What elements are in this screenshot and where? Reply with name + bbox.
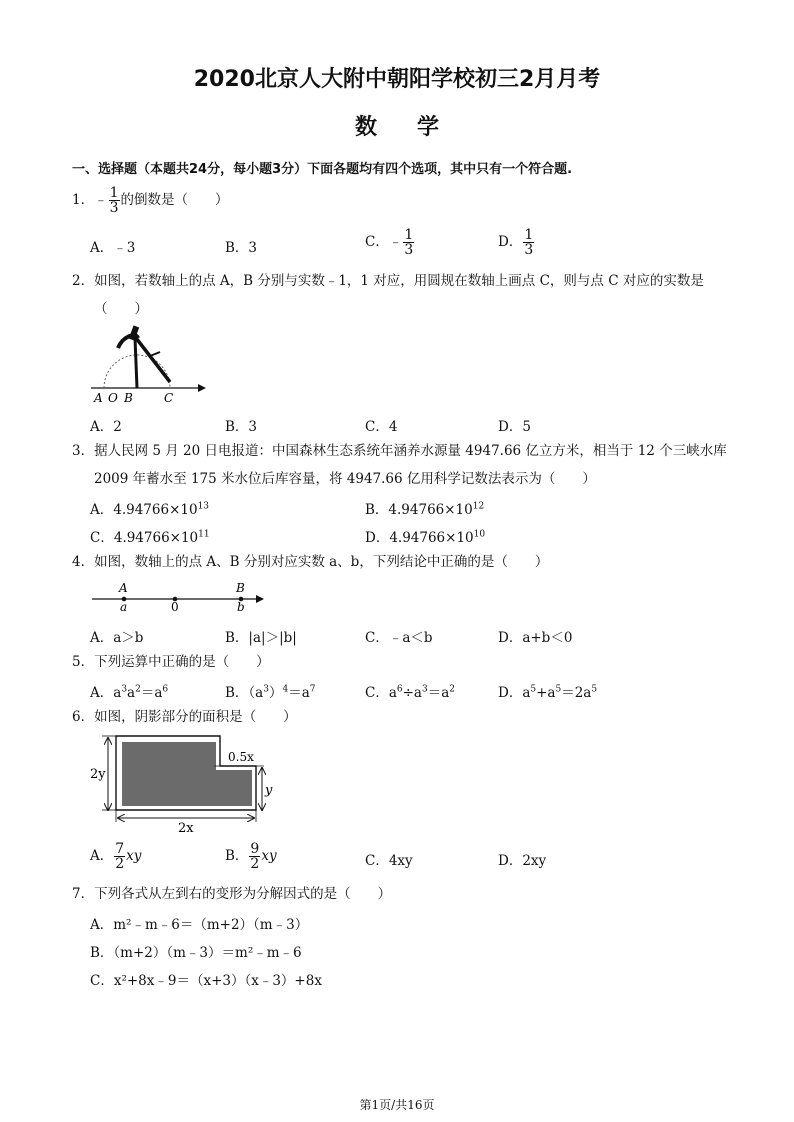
q2-label-a: A xyxy=(94,391,103,404)
q2-label-b: B xyxy=(124,391,133,404)
q3-option-d[interactable] xyxy=(365,526,485,546)
q1-option-c-prefix: C．﹣ xyxy=(365,234,403,250)
q4-label-b-point: B xyxy=(236,581,245,595)
q2-stem-line1: 2．如图，若数轴上的点 A，B 分别与实数﹣1，1 对应，用圆规在数轴上画点 C，则与点 C 对应的实数是 xyxy=(72,273,704,289)
q7-option-c[interactable]: C．x²+8x﹣9＝（x+3）（x﹣3）+8x xyxy=(90,973,322,989)
q1-fraction xyxy=(109,186,120,215)
q2-option-d[interactable]: D．5 xyxy=(498,419,531,435)
q6-label-half-x: 0.5x xyxy=(228,750,254,764)
q6-option-c[interactable]: C．4xy xyxy=(365,853,413,869)
q1-option-d-prefix: D． xyxy=(498,234,523,250)
q5-b-exp1: 3 xyxy=(263,684,269,695)
q1-numerator: 1 xyxy=(109,185,119,201)
q1-option-c-denominator: 3 xyxy=(404,242,414,258)
q6-label-2y: 2y xyxy=(90,767,106,782)
q5-a-part3: ＝a xyxy=(140,685,163,701)
q4-option-a[interactable]: A．a＞b xyxy=(90,630,144,646)
q5-d-part1: D．a xyxy=(498,685,531,701)
q3-option-b-exponent: 12 xyxy=(472,501,485,512)
q3-stem-line1: 3．据人民网 5 月 20 日电报道：中国森林生态系统年涵养水源量 4947.66 亿立方米，相当于 12 个三峡水库 xyxy=(72,443,727,459)
q2-compass-figure xyxy=(88,322,213,404)
q6-option-d[interactable]: D．2xy xyxy=(498,853,547,869)
q5-a-exp2: 2 xyxy=(135,684,141,695)
q4-option-d[interactable]: D．a+b＜0 xyxy=(498,630,573,646)
q6-shaded-area-figure xyxy=(88,730,278,836)
q5-option-d[interactable] xyxy=(498,681,597,701)
q6-a-denominator: 2 xyxy=(115,856,125,872)
q6-a-fraction xyxy=(114,842,125,871)
q1-minus: ﹣ xyxy=(94,192,108,208)
q1-option-c-fraction xyxy=(403,228,414,257)
q1-option-d-denominator: 3 xyxy=(524,242,534,258)
q1-option-c-numerator: 1 xyxy=(404,227,414,243)
q6-label-2x: 2x xyxy=(178,821,194,836)
q7-option-a[interactable]: A．m²﹣m﹣6＝（m+2）（m﹣3） xyxy=(90,917,309,933)
q4-label-a-value: a xyxy=(120,600,128,614)
q3-option-a-base: A．4.94766×10 xyxy=(90,502,198,518)
q6-a-prefix: A． xyxy=(90,848,114,864)
q5-a-part1: A．a xyxy=(90,685,122,701)
q5-c-part1: C．a xyxy=(365,685,397,701)
q4-label-b-value: b xyxy=(237,600,245,614)
q5-b-part2: ） xyxy=(268,685,283,701)
q2-option-b[interactable]: B．3 xyxy=(225,419,258,435)
q5-d-part3: ＝2a xyxy=(561,685,592,701)
q1-option-a[interactable]: A．﹣3 xyxy=(90,240,136,256)
q5-option-a[interactable] xyxy=(90,681,168,701)
q5-b-exp2: 4 xyxy=(282,684,289,695)
q1-option-d-numerator: 1 xyxy=(524,227,534,243)
q7-option-b[interactable]: B．（m+2）（m﹣3）＝m²﹣m﹣6 xyxy=(90,945,302,961)
q6-a-suffix: xy xyxy=(126,848,142,864)
q2-label-o: O xyxy=(108,391,118,404)
section-heading: 一、选择题（本题共24分，每小题3分）下面各题均有四个选项，其中只有一个符合题. xyxy=(72,162,573,177)
q6-label-y: y xyxy=(265,783,273,798)
q5-d-exp2: 5 xyxy=(555,684,562,695)
q4-label-a-point: A xyxy=(119,581,128,595)
q3-option-a-exponent: 13 xyxy=(197,501,210,512)
question-1 xyxy=(72,186,229,215)
q6-b-fraction xyxy=(249,842,260,871)
q3-stem-line2: 2009 年蓄水至 175 米水位后库容量，将 4947.66 亿用科学记数法表示为（ ） xyxy=(94,471,596,487)
q1-option-d-fraction xyxy=(523,228,534,257)
q1-option-c[interactable] xyxy=(365,228,415,257)
q5-c-exp1: 6 xyxy=(396,684,403,695)
q3-option-a[interactable] xyxy=(90,498,209,518)
q1-denominator: 3 xyxy=(109,200,119,216)
q5-c-exp2: 3 xyxy=(422,684,428,695)
q6-b-numerator: 9 xyxy=(250,841,260,857)
q3-option-c-base: C．4.94766×10 xyxy=(90,530,199,546)
q5-option-c[interactable] xyxy=(365,681,455,701)
q1-number: 1． xyxy=(72,192,95,208)
q1-stem: 的倒数是（ ） xyxy=(120,192,229,208)
q7-stem: 7．下列各式从左到右的变形为分解因式的是（ ） xyxy=(72,886,392,902)
q4-stem: 4．如图，数轴上的点 A、B 分别对应实数 a、b，下列结论中正确的是（ ） xyxy=(72,554,549,570)
q5-b-part3: ＝a xyxy=(288,685,310,701)
q5-stem: 5．下列运算中正确的是（ ） xyxy=(72,654,270,670)
q4-label-zero: 0 xyxy=(171,600,179,614)
q3-option-d-exponent: 10 xyxy=(473,529,486,540)
q6-stem: 6．如图，阴影部分的面积是（ ） xyxy=(72,709,297,725)
q5-option-b[interactable] xyxy=(225,681,316,701)
q1-option-d[interactable] xyxy=(498,228,535,257)
q5-c-exp3: 2 xyxy=(449,684,456,695)
q5-d-exp3: 5 xyxy=(591,684,598,695)
q6-b-denominator: 2 xyxy=(250,856,260,872)
q5-c-part2: ÷a xyxy=(402,685,422,701)
q5-b-exp3: 7 xyxy=(309,684,316,695)
q5-a-exp3: 6 xyxy=(162,684,169,695)
q3-option-c[interactable] xyxy=(90,526,210,546)
q5-a-part2: a xyxy=(127,685,136,701)
q5-d-part2: +a xyxy=(536,685,556,701)
q2-label-c: C xyxy=(164,391,174,404)
q5-d-exp1: 5 xyxy=(530,684,537,695)
q1-option-b[interactable]: B．3 xyxy=(225,240,258,256)
q3-option-b-base: B．4.94766×10 xyxy=(365,502,473,518)
page-number: 第1页/共16页 xyxy=(359,1098,435,1112)
q3-option-d-base: D．4.94766×10 xyxy=(365,530,474,546)
q3-option-c-exponent: 11 xyxy=(198,529,210,540)
q6-b-suffix: xy xyxy=(261,848,277,864)
page-title: 2020北京人大附中朝阳学校初三2月月考 xyxy=(193,67,601,92)
q2-option-a[interactable]: A．2 xyxy=(90,419,122,435)
subject-heading: 数学 xyxy=(354,115,479,140)
q2-option-c[interactable]: C．4 xyxy=(365,419,398,435)
q5-b-part1: B．（a xyxy=(225,685,264,701)
q4-option-c[interactable]: C．﹣a＜b xyxy=(365,630,433,646)
q6-option-b[interactable] xyxy=(225,842,277,871)
q4-option-b[interactable]: B．|a|＞|b| xyxy=(225,630,297,646)
q4-number-line-figure xyxy=(90,580,270,614)
q5-c-part3: ＝a xyxy=(427,685,450,701)
q5-a-exp1: 3 xyxy=(121,684,128,695)
q6-option-a[interactable] xyxy=(90,842,141,871)
q2-stem-line2: （ ） xyxy=(94,301,148,317)
q6-a-numerator: 7 xyxy=(115,841,125,857)
q3-option-b[interactable] xyxy=(365,498,484,518)
q6-b-prefix: B． xyxy=(225,848,249,864)
